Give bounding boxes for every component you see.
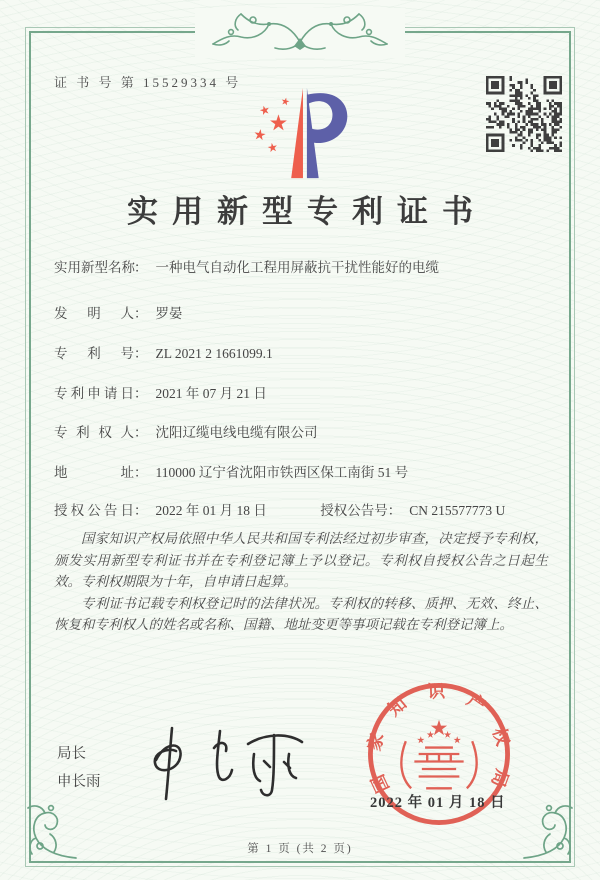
legal-paragraph-2: 专利证书记载专利权登记时的法律状况。专利权的转移、质押、无效、终止、恢复和专利权人的姓名或名称、国籍、地址变更等事项记载在专利登记簿上。 xyxy=(54,595,548,632)
bottom-right-flourish-icon xyxy=(522,800,580,862)
certificate-title: 实用新型专利证书 xyxy=(127,194,487,229)
svg-text:家: 家 xyxy=(364,731,388,753)
field-value: 沈阳辽缆电线电缆有限公司 xyxy=(155,425,318,440)
signer-name: 申长雨 xyxy=(57,774,101,790)
handwritten-signature-icon xyxy=(126,720,324,804)
svg-text:权: 权 xyxy=(488,725,514,749)
field-label: 实用新型名称 xyxy=(54,260,135,275)
field-grant-row xyxy=(54,499,505,519)
field-value: CN 215577773 U xyxy=(409,503,506,518)
signer-block xyxy=(57,740,101,796)
field-label: 授权公告日 xyxy=(54,503,134,518)
field-label: 专利申请日 xyxy=(54,386,134,401)
field-label: 专利号 xyxy=(54,346,134,361)
signer-title: 局长 xyxy=(57,746,86,762)
field-filing-date: 专利申请日： 2021 年 07 月 21 日 xyxy=(54,382,267,402)
field-grant-number: 授权公告号： CN 215577773 U xyxy=(320,503,506,518)
qr-code-icon xyxy=(486,76,562,152)
field-label: 授权公告号 xyxy=(320,503,388,518)
field-value: 110000 辽宁省沈阳市铁西区保工南街 51 号 xyxy=(155,465,409,480)
field-value: ZL 2021 2 1661099.1 xyxy=(155,346,273,361)
page-number: 第 1 页 (共 2 页) xyxy=(247,843,353,855)
field-label: 发明人 xyxy=(54,306,134,321)
field-value: 一种电气自动化工程用屏蔽抗干扰性能好的电缆 xyxy=(155,260,439,275)
seal-national-emblem xyxy=(401,720,476,789)
field-label: 地址 xyxy=(54,465,134,480)
svg-text:局: 局 xyxy=(487,766,513,791)
field-value: 罗晏 xyxy=(155,306,183,321)
svg-text:产: 产 xyxy=(463,689,490,717)
field-patent-number: 专利号： ZL 2021 2 1661099.1 xyxy=(54,342,273,362)
seal-date: 2022 年 01 月 18 日 xyxy=(370,795,506,811)
field-address: 地址： 110000 辽宁省沈阳市铁西区保工南街 51 号 xyxy=(54,461,408,481)
field-inventor: 发明人： 罗晏 xyxy=(54,302,183,322)
field-value: 2021 年 07 月 21 日 xyxy=(155,386,267,401)
cnipa-logo-icon xyxy=(248,82,356,184)
legal-paragraph-1: 国家知识产权局依照中华人民共和国专利法经过初步审查，决定授予专利权，颁发实用新型专利证书并在专利登记簿上予以登记。专利权自授权公告之日起生效。专利权期限为十年，自申请日起算。 xyxy=(54,531,548,589)
svg-text:国: 国 xyxy=(367,771,394,796)
svg-text:知: 知 xyxy=(384,693,411,720)
legal-text xyxy=(54,528,548,636)
top-flourish-ornament-icon xyxy=(195,8,405,58)
field-label: 专利权人 xyxy=(54,425,134,440)
svg-text:识: 识 xyxy=(426,680,446,702)
seal-text xyxy=(364,681,514,796)
field-value: 2022 年 01 月 18 日 xyxy=(155,503,267,518)
certificate-number: 证 书 号 第 15529334 号 xyxy=(54,75,242,90)
bottom-left-flourish-icon xyxy=(20,800,78,862)
field-utility-model-name: 实用新型名称： 一种电气自动化工程用屏蔽抗干扰性能好的电缆 xyxy=(54,256,439,276)
field-patentee: 专利权人： 沈阳辽缆电线电缆有限公司 xyxy=(54,421,318,441)
field-grant-date: 授权公告日： 2022 年 01 月 18 日 xyxy=(54,503,270,518)
